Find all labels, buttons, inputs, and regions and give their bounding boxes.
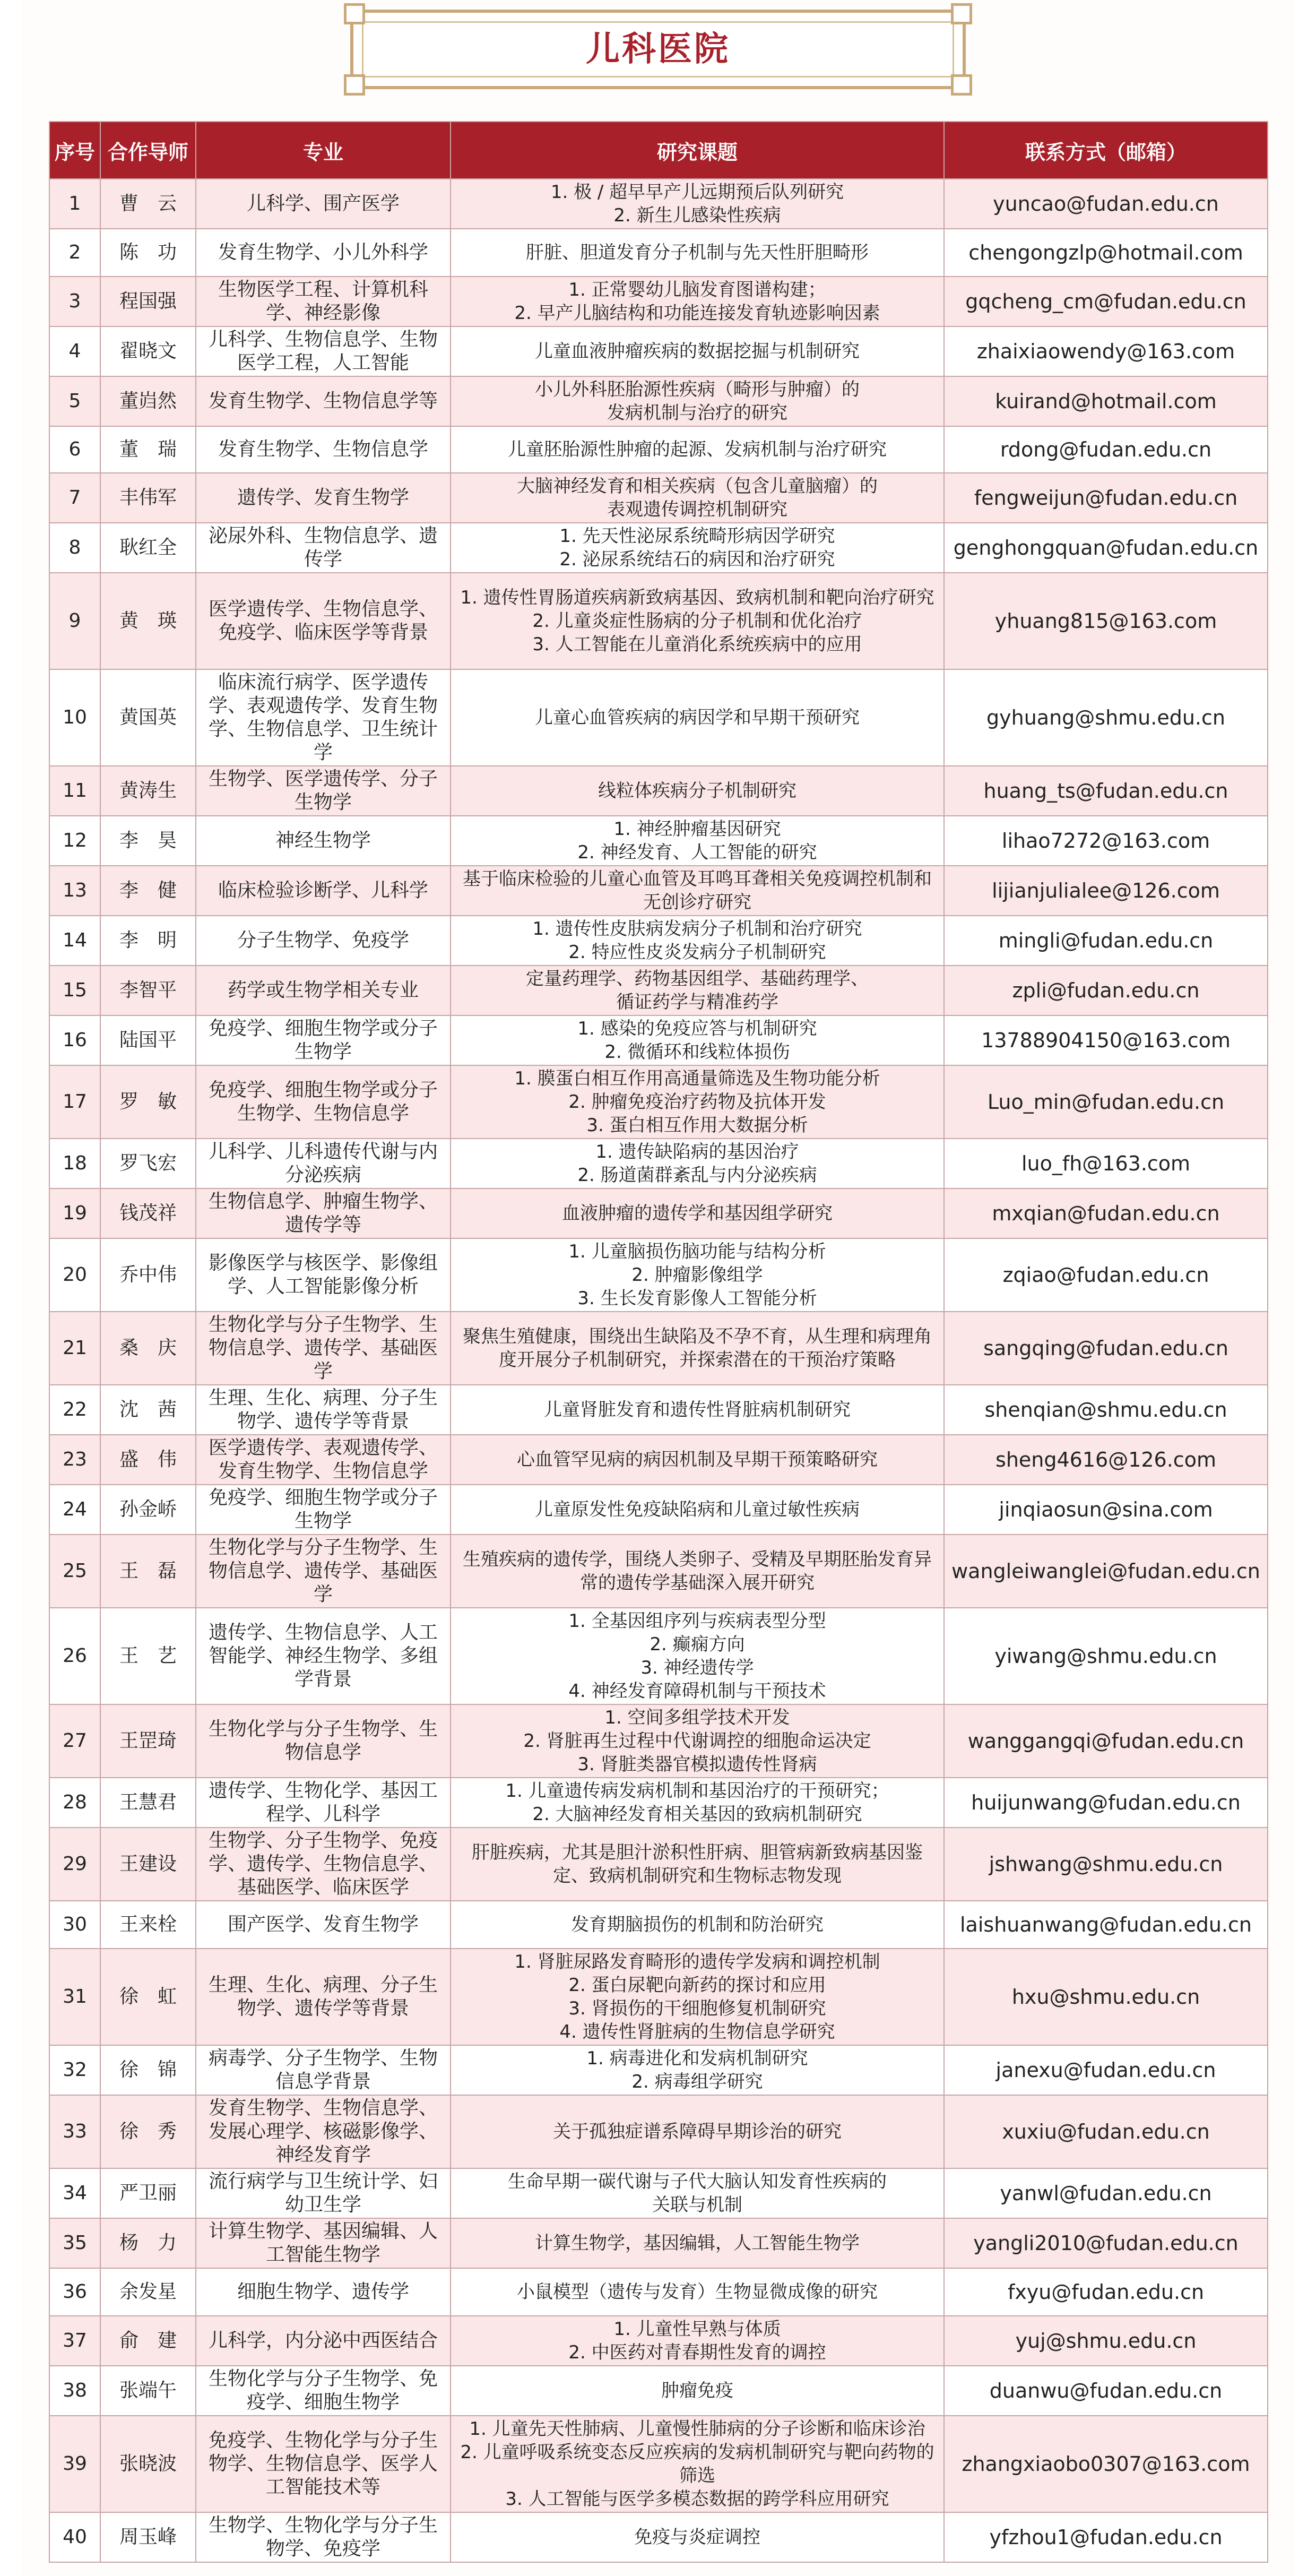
table-row [49, 2218, 1268, 2268]
cell-no: 35 [49, 2218, 100, 2268]
cell-email: chengongzlp@hotmail.com [944, 229, 1268, 277]
cell-no: 1 [49, 179, 100, 229]
cell-major: 免疫学、细胞生物学或分子生物学、生物信息学 [196, 1065, 451, 1139]
table-row [49, 1015, 1268, 1065]
header-major: 专业 [196, 122, 451, 179]
cell-major: 发育生物学、小儿外科学 [196, 229, 451, 277]
header-contact: 联系方式（邮箱） [944, 122, 1268, 179]
table-row [49, 1312, 1268, 1385]
cell-major: 流行病学与卫生统计学、妇幼卫生学 [196, 2168, 451, 2218]
cell-no: 24 [49, 1485, 100, 1535]
table-row [49, 2366, 1268, 2416]
cell-major: 围产医学、发育生物学 [196, 1901, 451, 1949]
cell-mentor: 程国强 [100, 277, 196, 326]
cell-topic: 1. 神经肿瘤基因研究 2. 神经发育、人工智能的研究 [451, 816, 944, 866]
cell-major: 神经生物学 [196, 816, 451, 866]
cell-major: 遗传学、生物化学、基因工程学、儿科学 [196, 1778, 451, 1828]
table-row [49, 473, 1268, 523]
cell-email: yanwl@fudan.edu.cn [944, 2168, 1268, 2218]
table-row [49, 523, 1268, 573]
cell-mentor: 黄 瑛 [100, 573, 196, 669]
cell-topic: 1. 儿童遗传病发病机制和基因治疗的干预研究； 2. 大脑神经发育相关基因的致病机制研究 [451, 1778, 944, 1828]
table-row [49, 2045, 1268, 2095]
cell-email: jshwang@shmu.edu.cn [944, 1828, 1268, 1901]
cell-no: 20 [49, 1238, 100, 1312]
cell-email: wanggangqi@fudan.edu.cn [944, 1704, 1268, 1778]
cell-no: 39 [49, 2416, 100, 2512]
table-row [49, 1435, 1268, 1485]
cell-topic: 基于临床检验的儿童心血管及耳鸣耳聋相关免疫调控机制和无创诊疗研究 [451, 866, 944, 916]
cell-email: huijunwang@fudan.edu.cn [944, 1778, 1268, 1828]
cell-no: 2 [49, 229, 100, 277]
cell-major: 生物化学与分子生物学、生物信息学 [196, 1704, 451, 1778]
cell-email: kuirand@hotmail.com [944, 376, 1268, 426]
cell-email: yuj@shmu.edu.cn [944, 2316, 1268, 2366]
cell-topic: 1. 极 / 超早早产儿远期预后队列研究 2. 新生儿感染性疾病 [451, 179, 944, 229]
cell-no: 5 [49, 376, 100, 426]
cell-major: 临床流行病学、医学遗传学、表观遗传学、发育生物学、生物信息学、卫生统计学 [196, 669, 451, 766]
cell-topic: 1. 正常婴幼儿脑发育图谱构建； 2. 早产儿脑结构和功能连接发育轨迹影响因素 [451, 277, 944, 326]
cell-no: 34 [49, 2168, 100, 2218]
cell-major: 儿科学、生物信息学、生物医学工程，人工智能 [196, 326, 451, 376]
cell-topic: 儿童血液肿瘤疾病的数据挖掘与机制研究 [451, 326, 944, 376]
cell-mentor: 王建设 [100, 1828, 196, 1901]
table-row [49, 766, 1268, 816]
cell-mentor: 盛 伟 [100, 1435, 196, 1485]
header-mentor: 合作导师 [100, 122, 196, 179]
cell-major: 生物信息学、肿瘤生物学、遗传学等 [196, 1188, 451, 1238]
cell-major: 儿科学、儿科遗传代谢与内分泌疾病 [196, 1139, 451, 1188]
table-row [49, 1901, 1268, 1949]
cell-major: 泌尿外科、生物信息学、遗传学 [196, 523, 451, 573]
cell-mentor: 王慧君 [100, 1778, 196, 1828]
cell-email: zhangxiaobo0307@163.com [944, 2416, 1268, 2512]
cell-mentor: 黄涛生 [100, 766, 196, 816]
table-row [49, 1485, 1268, 1535]
cell-major: 影像医学与核医学、影像组学、人工智能影像分析 [196, 1238, 451, 1312]
cell-mentor: 张端午 [100, 2366, 196, 2416]
cell-no: 23 [49, 1435, 100, 1485]
cell-mentor: 董 瑞 [100, 426, 196, 473]
cell-topic: 1. 遗传性皮肤病发病分子机制和治疗研究 2. 特应性皮炎发病分子机制研究 [451, 916, 944, 966]
cell-major: 计算生物学、基因编辑、人工智能生物学 [196, 2218, 451, 2268]
cell-major: 发育生物学、生物信息学等 [196, 376, 451, 426]
cell-major: 生理、生化、病理、分子生物学、遗传学等背景 [196, 1385, 451, 1435]
cell-email: sangqing@fudan.edu.cn [944, 1312, 1268, 1385]
cell-topic: 1. 膜蛋白相互作用高通量筛选及生物功能分析 2. 肿瘤免疫治疗药物及抗体开发 3. 蛋白相互作用大数据分析 [451, 1065, 944, 1139]
cell-mentor: 李 明 [100, 916, 196, 966]
cell-topic: 1. 感染的免疫应答与机制研究 2. 微循环和线粒体损伤 [451, 1015, 944, 1065]
cell-email: duanwu@fudan.edu.cn [944, 2366, 1268, 2416]
cell-mentor: 沈 茜 [100, 1385, 196, 1435]
cell-mentor: 张晓波 [100, 2416, 196, 2512]
cell-email: yfzhou1@fudan.edu.cn [944, 2512, 1268, 2562]
cell-topic: 小儿外科胚胎源性疾病（畸形与肿瘤）的 发病机制与治疗的研究 [451, 376, 944, 426]
cell-no: 12 [49, 816, 100, 866]
cell-mentor: 桑 庆 [100, 1312, 196, 1385]
cell-no: 13 [49, 866, 100, 916]
cell-no: 37 [49, 2316, 100, 2366]
cell-no: 4 [49, 326, 100, 376]
cell-email: gqcheng_cm@fudan.edu.cn [944, 277, 1268, 326]
table-row [49, 2095, 1268, 2168]
cell-topic: 儿童心血管疾病的病因学和早期干预研究 [451, 669, 944, 766]
cell-topic: 关于孤独症谱系障碍早期诊治的研究 [451, 2095, 944, 2168]
table-row [49, 1778, 1268, 1828]
cell-no: 40 [49, 2512, 100, 2562]
cell-mentor: 乔中伟 [100, 1238, 196, 1312]
cell-no: 15 [49, 966, 100, 1015]
cell-topic: 1. 病毒进化和发病机制研究 2. 病毒组学研究 [451, 2045, 944, 2095]
cell-topic: 免疫与炎症调控 [451, 2512, 944, 2562]
table-row [49, 1949, 1268, 2045]
cell-mentor: 李 昊 [100, 816, 196, 866]
mentor-table [49, 121, 1268, 2563]
cell-major: 儿科学、围产医学 [196, 179, 451, 229]
cell-topic: 血液肿瘤的遗传学和基因组学研究 [451, 1188, 944, 1238]
cell-mentor: 严卫丽 [100, 2168, 196, 2218]
cell-no: 36 [49, 2268, 100, 2316]
cell-topic: 1. 肾脏尿路发育畸形的遗传学发病和调控机制 2. 蛋白尿靶向新药的探讨和应用 3. 肾损伤的干细胞修复机制研究 4. 遗传性肾脏病的生物信息学研究 [451, 1949, 944, 2045]
table-row [49, 426, 1268, 473]
cell-email: lihao7272@163.com [944, 816, 1268, 866]
cell-mentor: 钱茂祥 [100, 1188, 196, 1238]
cell-major: 生物医学工程、计算机科学、神经影像 [196, 277, 451, 326]
cell-no: 16 [49, 1015, 100, 1065]
cell-mentor: 王罡琦 [100, 1704, 196, 1778]
table-body [49, 179, 1268, 2562]
cell-no: 8 [49, 523, 100, 573]
cell-email: luo_fh@163.com [944, 1139, 1268, 1188]
cell-mentor: 徐 秀 [100, 2095, 196, 2168]
cell-email: zhaixiaowendy@163.com [944, 326, 1268, 376]
title-banner [350, 10, 966, 94]
cell-major: 分子生物学、免疫学 [196, 916, 451, 966]
table-row [49, 1238, 1268, 1312]
cell-major: 细胞生物学、遗传学 [196, 2268, 451, 2316]
cell-no: 31 [49, 1949, 100, 2045]
cell-major: 生物学、分子生物学、免疫学、遗传学、生物信息学、基础医学、临床医学 [196, 1828, 451, 1901]
cell-email: shenqian@shmu.edu.cn [944, 1385, 1268, 1435]
cell-no: 30 [49, 1901, 100, 1949]
cell-topic: 1. 先天性泌尿系统畸形病因学研究 2. 泌尿系统结石的病因和治疗研究 [451, 523, 944, 573]
cell-topic: 儿童原发性免疫缺陷病和儿童过敏性疾病 [451, 1485, 944, 1535]
cell-email: fengweijun@fudan.edu.cn [944, 473, 1268, 523]
cell-email: gyhuang@shmu.edu.cn [944, 669, 1268, 766]
cell-topic: 1. 遗传缺陷病的基因治疗 2. 肠道菌群紊乱与内分泌疾病 [451, 1139, 944, 1188]
cell-mentor: 罗 敏 [100, 1065, 196, 1139]
table-row [49, 573, 1268, 669]
cell-major: 临床检验诊断学、儿科学 [196, 866, 451, 916]
cell-major: 免疫学、细胞生物学或分子生物学 [196, 1015, 451, 1065]
cell-no: 10 [49, 669, 100, 766]
cell-email: wangleiwanglei@fudan.edu.cn [944, 1535, 1268, 1608]
cell-mentor: 俞 建 [100, 2316, 196, 2366]
cell-topic: 儿童肾脏发育和遗传性肾脏病机制研究 [451, 1385, 944, 1435]
cell-no: 6 [49, 426, 100, 473]
cell-no: 19 [49, 1188, 100, 1238]
cell-mentor: 徐 虹 [100, 1949, 196, 2045]
cell-mentor: 余发星 [100, 2268, 196, 2316]
cell-topic: 心血管罕见病的病因机制及早期干预策略研究 [451, 1435, 944, 1485]
cell-no: 9 [49, 573, 100, 669]
cell-topic: 肝脏、胆道发育分子机制与先天性肝胆畸形 [451, 229, 944, 277]
cell-no: 33 [49, 2095, 100, 2168]
cell-no: 18 [49, 1139, 100, 1188]
cell-mentor: 陈 功 [100, 229, 196, 277]
cell-topic: 1. 儿童先天性肺病、儿童慢性肺病的分子诊断和临床诊治 2. 儿童呼吸系统变态反应疾病的发病机制研究与靶向药物的筛选 3. 人工智能与医学多模态数据的跨学科应用研究 [451, 2416, 944, 2512]
cell-email: yangli2010@fudan.edu.cn [944, 2218, 1268, 2268]
table-row [49, 277, 1268, 326]
cell-mentor: 黄国英 [100, 669, 196, 766]
cell-topic: 聚焦生殖健康，围绕出生缺陷及不孕不育，从生理和病理角度开展分子机制研究，并探索潜在的干预治疗策略 [451, 1312, 944, 1385]
cell-no: 27 [49, 1704, 100, 1778]
page-title: 儿科医院 [586, 30, 730, 69]
table-row [49, 326, 1268, 376]
cell-no: 14 [49, 916, 100, 966]
header-no: 序号 [49, 122, 100, 179]
cell-topic: 1. 全基因组序列与疾病表型分型 2. 癫痫方向 3. 神经遗传学 4. 神经发育障碍机制与干预技术 [451, 1608, 944, 1704]
cell-major: 医学遗传学、表观遗传学、发育生物学、生物信息学 [196, 1435, 451, 1485]
table-row [49, 1535, 1268, 1608]
cell-topic: 1. 儿童脑损伤脑功能与结构分析 2. 肿瘤影像组学 3. 生长发育影像人工智能分析 [451, 1238, 944, 1312]
cell-mentor: 杨 力 [100, 2218, 196, 2268]
cell-topic: 计算生物学，基因编辑，人工智能生物学 [451, 2218, 944, 2268]
cell-no: 22 [49, 1385, 100, 1435]
table-row [49, 866, 1268, 916]
cell-major: 发育生物学、生物信息学 [196, 426, 451, 473]
cell-topic: 发育期脑损伤的机制和防治研究 [451, 1901, 944, 1949]
cell-major: 生物化学与分子生物学、生物信息学、遗传学、基础医学 [196, 1535, 451, 1608]
table-row [49, 1065, 1268, 1139]
cell-email: rdong@fudan.edu.cn [944, 426, 1268, 473]
cell-mentor: 周玉峰 [100, 2512, 196, 2562]
cell-topic: 线粒体疾病分子机制研究 [451, 766, 944, 816]
table-row [49, 816, 1268, 866]
cell-email: sheng4616@126.com [944, 1435, 1268, 1485]
cell-no: 29 [49, 1828, 100, 1901]
table-row [49, 916, 1268, 966]
table-row [49, 669, 1268, 766]
cell-mentor: 孙金峤 [100, 1485, 196, 1535]
cell-major: 药学或生物学相关专业 [196, 966, 451, 1015]
cell-major: 生物学、生物化学与分子生物学、免疫学 [196, 2512, 451, 2562]
table-row [49, 229, 1268, 277]
table-row [49, 1704, 1268, 1778]
cell-mentor: 王来栓 [100, 1901, 196, 1949]
table-row [49, 1385, 1268, 1435]
cell-mentor: 耿红全 [100, 523, 196, 573]
cell-mentor: 罗飞宏 [100, 1139, 196, 1188]
table-row [49, 2512, 1268, 2562]
cell-no: 17 [49, 1065, 100, 1139]
cell-mentor: 董岿然 [100, 376, 196, 426]
table-row [49, 1188, 1268, 1238]
table-row [49, 966, 1268, 1015]
table-row [49, 2268, 1268, 2316]
cell-no: 38 [49, 2366, 100, 2416]
cell-email: huang_ts@fudan.edu.cn [944, 766, 1268, 816]
cell-email: zpli@fudan.edu.cn [944, 966, 1268, 1015]
cell-email: Luo_min@fudan.edu.cn [944, 1065, 1268, 1139]
cell-mentor: 李 健 [100, 866, 196, 916]
table-row [49, 376, 1268, 426]
cell-major: 病毒学、分子生物学、生物信息学背景 [196, 2045, 451, 2095]
table-row [49, 1608, 1268, 1704]
cell-major: 生物学、医学遗传学、分子生物学 [196, 766, 451, 816]
table-row [49, 2316, 1268, 2366]
cell-mentor: 曹 云 [100, 179, 196, 229]
cell-major: 生物化学与分子生物学、免疫学、细胞生物学 [196, 2366, 451, 2416]
cell-major: 遗传学、发育生物学 [196, 473, 451, 523]
cell-email: zqiao@fudan.edu.cn [944, 1238, 1268, 1312]
cell-email: yhuang815@163.com [944, 573, 1268, 669]
table-row [49, 2416, 1268, 2512]
cell-mentor: 陆国平 [100, 1015, 196, 1065]
cell-email: mxqian@fudan.edu.cn [944, 1188, 1268, 1238]
cell-no: 7 [49, 473, 100, 523]
cell-email: hxu@shmu.edu.cn [944, 1949, 1268, 2045]
cell-mentor: 徐 锦 [100, 2045, 196, 2095]
table-row [49, 1139, 1268, 1188]
cell-topic: 肝脏疾病，尤其是胆汁淤积性肝病、胆管病新致病基因鉴定、致病机制研究和生物标志物发现 [451, 1828, 944, 1901]
cell-topic: 定量药理学、药物基因组学、基础药理学、 循证药学与精准药学 [451, 966, 944, 1015]
cell-email: xuxiu@fudan.edu.cn [944, 2095, 1268, 2168]
cell-email: yiwang@shmu.edu.cn [944, 1608, 1268, 1704]
cell-email: laishuanwang@fudan.edu.cn [944, 1901, 1268, 1949]
cell-major: 生理、生化、病理、分子生物学、遗传学等背景 [196, 1949, 451, 2045]
cell-email: genghongquan@fudan.edu.cn [944, 523, 1268, 573]
cell-no: 26 [49, 1608, 100, 1704]
header-topic: 研究课题 [451, 122, 944, 179]
cell-mentor: 李智平 [100, 966, 196, 1015]
cell-mentor: 王 艺 [100, 1608, 196, 1704]
cell-mentor: 王 磊 [100, 1535, 196, 1608]
cell-no: 25 [49, 1535, 100, 1608]
cell-major: 发育生物学、生物信息学、发展心理学、核磁影像学、神经发育学 [196, 2095, 451, 2168]
cell-major: 免疫学、生物化学与分子生物学、生物信息学、医学人工智能技术等 [196, 2416, 451, 2512]
cell-mentor: 丰伟军 [100, 473, 196, 523]
cell-topic: 1. 遗传性胃肠道疾病新致病基因、致病机制和靶向治疗研究 2. 儿童炎症性肠病的分子机制和优化治疗 3. 人工智能在儿童消化系统疾病中的应用 [451, 573, 944, 669]
cell-topic: 生殖疾病的遗传学，围绕人类卵子、受精及早期胚胎发育异常的遗传学基础深入展开研究 [451, 1535, 944, 1608]
cell-topic: 儿童胚胎源性肿瘤的起源、发病机制与治疗研究 [451, 426, 944, 473]
cell-email: yuncao@fudan.edu.cn [944, 179, 1268, 229]
cell-email: 13788904150@163.com [944, 1015, 1268, 1065]
cell-email: mingli@fudan.edu.cn [944, 916, 1268, 966]
cell-no: 28 [49, 1778, 100, 1828]
table-row [49, 179, 1268, 229]
cell-no: 21 [49, 1312, 100, 1385]
cell-major: 免疫学、细胞生物学或分子生物学 [196, 1485, 451, 1535]
cell-email: jinqiaosun@sina.com [944, 1485, 1268, 1535]
table-row [49, 1828, 1268, 1901]
table-row [49, 2168, 1268, 2218]
cell-topic: 肿瘤免疫 [451, 2366, 944, 2416]
cell-major: 生物化学与分子生物学、生物信息学、遗传学、基础医学 [196, 1312, 451, 1385]
cell-email: lijianjulialee@126.com [944, 866, 1268, 916]
cell-no: 11 [49, 766, 100, 816]
cell-email: fxyu@fudan.edu.cn [944, 2268, 1268, 2316]
cell-major: 医学遗传学、生物信息学、免疫学、临床医学等背景 [196, 573, 451, 669]
cell-major: 儿科学，内分泌中西医结合 [196, 2316, 451, 2366]
cell-no: 32 [49, 2045, 100, 2095]
cell-topic: 1. 儿童性早熟与体质 2. 中医药对青春期性发育的调控 [451, 2316, 944, 2366]
cell-mentor: 翟晓文 [100, 326, 196, 376]
cell-topic: 大脑神经发育和相关疾病（包含儿童脑瘤）的 表观遗传调控机制研究 [451, 473, 944, 523]
cell-topic: 生命早期一碳代谢与子代大脑认知发育性疾病的 关联与机制 [451, 2168, 944, 2218]
cell-major: 遗传学、生物信息学、人工智能学、神经生物学、多组学背景 [196, 1608, 451, 1704]
cell-no: 3 [49, 277, 100, 326]
table-header-row [49, 122, 1268, 179]
cell-email: janexu@fudan.edu.cn [944, 2045, 1268, 2095]
cell-topic: 小鼠模型（遗传与发育）生物显微成像的研究 [451, 2268, 944, 2316]
cell-topic: 1. 空间多组学技术开发 2. 肾脏再生过程中代谢调控的细胞命运决定 3. 肾脏类器官模拟遗传性肾病 [451, 1704, 944, 1778]
